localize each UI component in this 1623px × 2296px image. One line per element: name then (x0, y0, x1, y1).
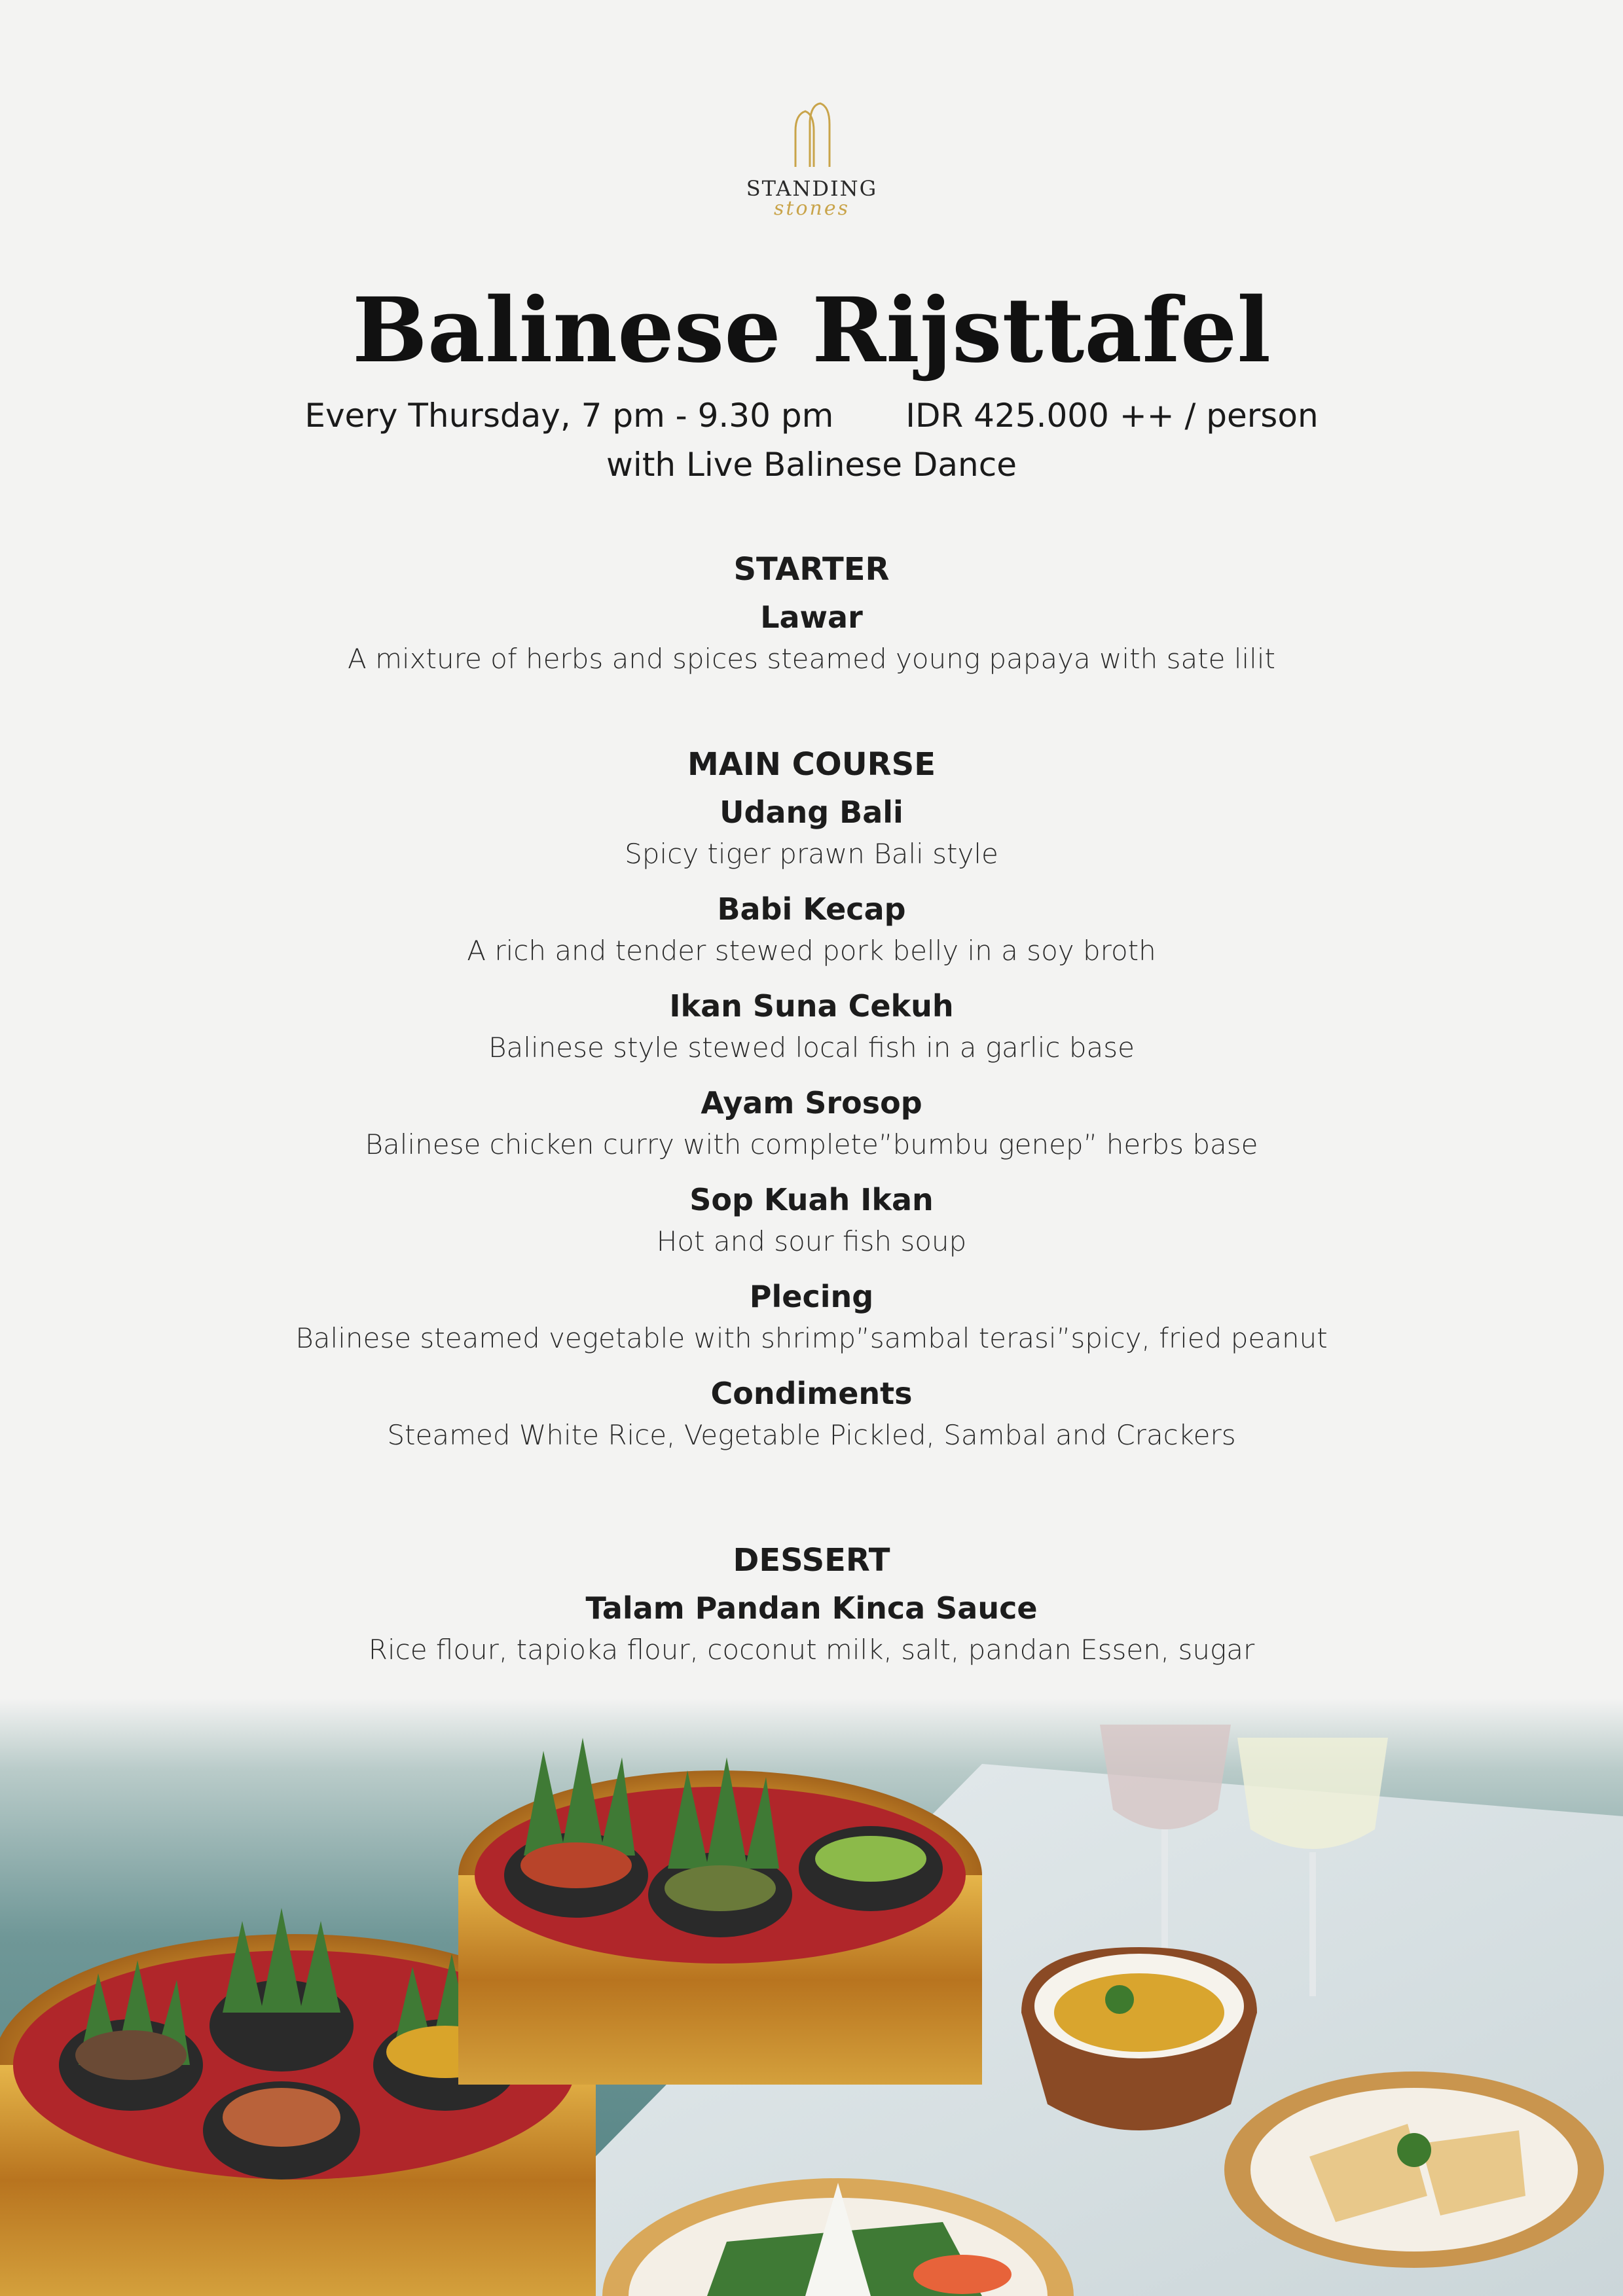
dish-name: Babi Kecap (717, 891, 906, 927)
menu-title: Balinese Rijsttafel (352, 278, 1271, 383)
dish-description: Hot and sour fish soup (656, 1225, 967, 1257)
section-heading: MAIN COURSE (687, 746, 936, 783)
starter-section (0, 543, 1623, 679)
menu-list (0, 543, 1623, 1670)
dish-description: A mixture of herbs and spices steamed young papaya with sate lilit (348, 643, 1275, 675)
dish-description: Balinese steamed vegetable with shrimp”sambal terasi”spicy, fried peanut (295, 1322, 1328, 1354)
schedule-line (0, 397, 1623, 435)
dish-name: Sop Kuah Ikan (689, 1182, 934, 1217)
dish-description: Balinese chicken curry with complete”bumbu genep” herbs base (365, 1128, 1258, 1160)
logo-text-standing: STANDING (746, 176, 878, 201)
extra-line: with Live Balinese Dance (606, 446, 1017, 484)
schedule-text: Every Thursday, 7 pm - 9.30 pm (304, 397, 834, 435)
dish-name: Ikan Suna Cekuh (669, 988, 954, 1024)
stones-logo-icon (776, 101, 848, 173)
food-photo (0, 1698, 1623, 2296)
dish-name: Lawar (760, 600, 863, 635)
dish-name: Talam Pandan Kinca Sauce (585, 1590, 1038, 1626)
dessert-section (0, 1534, 1623, 1670)
dish-description: Balinese style stewed local fish in a garlic base (488, 1031, 1135, 1064)
price-text: IDR 425.000 ++ / person (905, 397, 1319, 435)
dish-description: A rich and tender stewed pork belly in a soy broth (467, 935, 1156, 967)
dish-description: Spicy tiger prawn Bali style (625, 838, 998, 870)
standing-stones-logo (720, 101, 903, 232)
dish-name: Plecing (749, 1279, 874, 1314)
dish-name: Ayam Srosop (701, 1085, 922, 1121)
main-course-section (0, 738, 1623, 1456)
dish-name: Condiments (710, 1376, 913, 1411)
section-heading: DESSERT (733, 1542, 890, 1579)
section-heading: STARTER (733, 551, 890, 588)
logo-text-stones: stones (774, 197, 850, 220)
dish-description: Rice flour, tapioka flour, coconut milk, salt, pandan Essen, sugar (368, 1634, 1255, 1666)
dish-name: Udang Bali (720, 795, 903, 830)
dish-description: Steamed White Rice, Vegetable Pickled, Sambal and Crackers (387, 1419, 1236, 1451)
